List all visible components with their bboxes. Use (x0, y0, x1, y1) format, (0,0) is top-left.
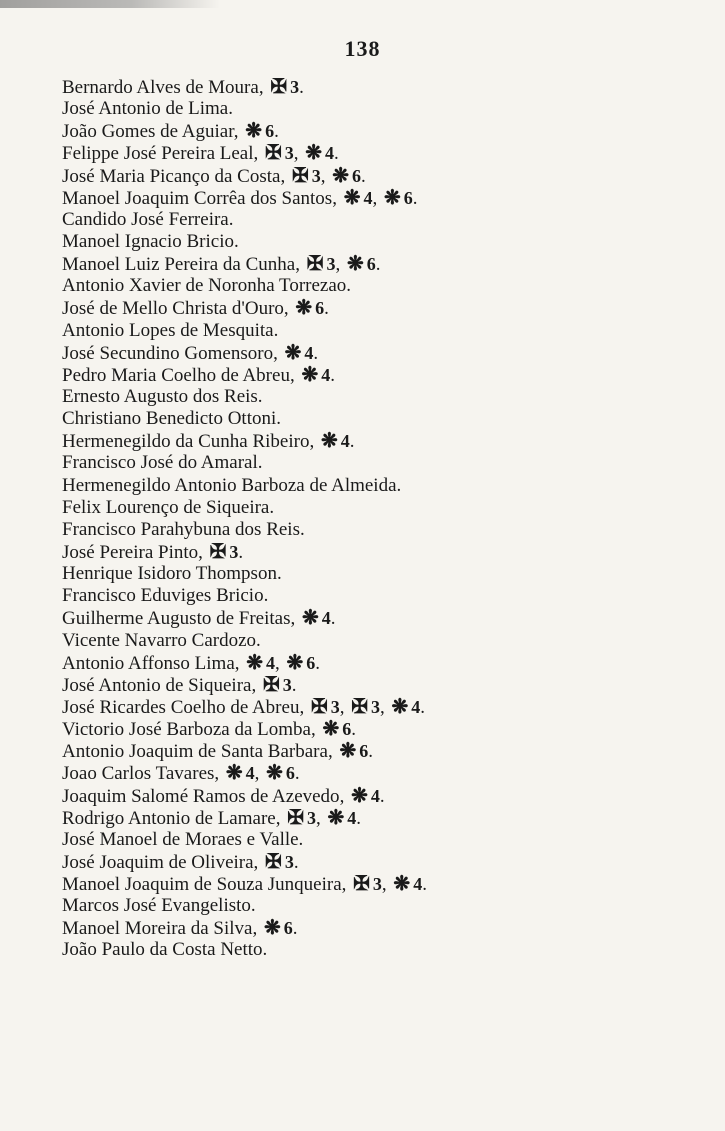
decoration (210, 542, 239, 562)
decoration (327, 808, 356, 828)
order-star-icon: ❋ (332, 164, 349, 187)
separator: , (341, 874, 352, 896)
order-star-icon: ❋ (225, 762, 243, 785)
entry-end: . (334, 143, 339, 165)
order-star-icon: ❋ (343, 186, 361, 209)
entry-name: José Secundino Gomensoro (62, 342, 274, 364)
separator: , (339, 696, 350, 718)
decoration (295, 298, 324, 318)
decoration-grade: 6 (351, 165, 361, 186)
decoration (270, 77, 299, 97)
entry-name: José Maria Picanço da Costa (62, 165, 281, 187)
separator: , (198, 541, 208, 563)
list-item (62, 563, 702, 585)
list-item (62, 452, 702, 474)
decoration-grade: 6 (315, 298, 325, 319)
order-star-icon: ❋ (305, 142, 323, 165)
order-star-icon: ❋ (339, 740, 357, 763)
order-star-icon: ❋ (302, 607, 319, 630)
entry-name: Joaquim Salomé Ramos de Azevedo (62, 785, 340, 807)
decoration (339, 741, 368, 761)
entry-end: . (294, 763, 300, 785)
list-item (62, 253, 702, 275)
order-cross-icon: ✠ (310, 695, 328, 718)
entry-end: . (351, 719, 356, 741)
order-star-icon: ❋ (295, 297, 313, 320)
entry-name: José Antonio de Lima. (62, 98, 233, 120)
decoration (245, 121, 274, 141)
decoration (265, 143, 294, 163)
decoration-grade: 3 (282, 674, 292, 695)
decoration-grade: 3 (326, 254, 336, 275)
order-star-icon: ❋ (286, 651, 304, 674)
entry-end: . (313, 342, 319, 364)
list-item (62, 120, 702, 142)
list-item (62, 165, 702, 187)
decoration (351, 697, 380, 717)
decoration (332, 166, 361, 186)
list-item (62, 917, 702, 939)
list-item (62, 652, 702, 674)
entry-name: Bernardo Alves de Moura (62, 77, 259, 98)
entry-name: João Paulo da Costa Netto. (62, 939, 268, 961)
decoration-grade: 4 (266, 652, 276, 673)
separator: , (283, 298, 294, 320)
decoration (351, 786, 380, 806)
order-cross-icon: ✠ (265, 850, 282, 873)
separator: , (309, 431, 319, 453)
list-item (62, 895, 702, 917)
entry-end: . (315, 652, 321, 674)
list-item (62, 320, 702, 342)
separator: , (295, 254, 305, 276)
separator: , (379, 696, 390, 718)
separator: , (280, 165, 290, 187)
decoration-grade: 6 (285, 763, 295, 784)
list-item (62, 829, 702, 851)
list-item (62, 674, 702, 696)
entry-name: José Manoel de Moraes e Valle. (62, 828, 304, 850)
entry-end: . (375, 254, 381, 276)
decoration-grade: 4 (321, 608, 331, 629)
list-item (62, 98, 702, 120)
order-star-icon: ❋ (346, 253, 364, 276)
list-item (62, 76, 702, 98)
decoration (347, 254, 376, 274)
separator: , (233, 121, 244, 143)
decoration-grade: 3 (284, 143, 294, 164)
list-item (62, 630, 702, 652)
entry-name: Francisco Parahybuna dos Reis. (62, 518, 305, 540)
entry-name: Manoel Joaquim Corrêa dos Santos (62, 187, 333, 209)
page-number: 138 (344, 36, 381, 61)
order-star-icon: ❋ (391, 695, 409, 718)
list-item (62, 785, 702, 807)
order-star-icon: ❋ (393, 873, 411, 896)
separator: , (273, 342, 283, 364)
decoration-grade: 3 (290, 77, 300, 97)
list-item (62, 275, 702, 297)
separator: , (275, 807, 286, 829)
order-star-icon: ❋ (322, 718, 340, 741)
entry-end: . (349, 431, 355, 453)
decoration-grade: 3 (370, 696, 380, 717)
separator: , (372, 187, 382, 209)
list-item (62, 187, 702, 209)
entry-name: Rodrigo Antonio de Lamare (62, 807, 276, 829)
decoration (302, 608, 331, 628)
decoration-grade: 3 (311, 165, 321, 186)
entry-end: . (412, 187, 418, 209)
list-item (62, 696, 702, 718)
decoration (265, 852, 294, 872)
entry-name: José de Mello Christa d'Ouro (62, 298, 284, 320)
order-cross-icon: ✠ (265, 142, 282, 165)
decoration (287, 653, 316, 673)
entry-name: Antonio Joaquim de Santa Barbara (62, 741, 328, 763)
order-cross-icon: ✠ (353, 873, 370, 896)
decoration (226, 763, 255, 783)
entry-end: . (330, 364, 335, 386)
entry-name: Manoel Luiz Pereira da Cunha (62, 254, 296, 276)
order-star-icon: ❋ (320, 430, 338, 453)
entry-end: . (360, 165, 366, 187)
entry-end: . (324, 298, 329, 320)
decoration (344, 188, 373, 208)
entry-name: Pedro Maria Coelho de Abreu (62, 364, 290, 386)
list-item (62, 430, 702, 452)
list-item (62, 851, 702, 873)
order-cross-icon: ✠ (351, 695, 368, 718)
decoration-grade: 3 (330, 696, 340, 717)
order-star-icon: ❋ (245, 120, 263, 143)
entry-name: Felix Lourenço de Siqueira. (62, 496, 275, 518)
separator: , (253, 143, 264, 165)
entry-name: Antonio Lopes de Mesquita. (62, 319, 279, 341)
entry-end: . (330, 608, 336, 630)
entry-end: . (274, 121, 279, 143)
decoration-grade: 4 (325, 143, 335, 164)
decoration (292, 166, 321, 186)
entry-name: João Gomes de Aguiar (62, 121, 234, 143)
entry-end: . (293, 851, 299, 873)
entry-name: Vicente Navarro Cardozo. (62, 629, 261, 651)
separator: , (254, 763, 265, 785)
decoration-grade: 4 (411, 696, 421, 717)
list-item (62, 873, 702, 895)
list-item (62, 607, 702, 629)
order-star-icon: ❋ (301, 363, 319, 386)
entry-name: Candido José Ferreira. (62, 208, 234, 230)
decoration-grade: 4 (413, 874, 423, 895)
decoration-grade: 6 (265, 121, 275, 142)
order-cross-icon: ✠ (270, 76, 288, 98)
separator: , (258, 77, 269, 98)
decoration-grade: 3 (306, 807, 316, 828)
separator: , (335, 254, 345, 276)
decoration-grade: 4 (321, 364, 331, 385)
order-cross-icon: ✠ (287, 806, 304, 829)
entry-end: . (299, 77, 304, 98)
separator: , (214, 763, 224, 785)
list-item (62, 297, 702, 319)
decoration-grade: 4 (245, 763, 255, 784)
separator: , (234, 652, 245, 674)
order-star-icon: ❋ (263, 917, 281, 940)
list-item (62, 939, 702, 961)
entry-name: Hermenegildo Antonio Barboza de Almeida. (62, 474, 402, 496)
decoration-grade: 4 (363, 187, 373, 208)
separator: , (310, 719, 321, 741)
list-item (62, 475, 702, 497)
list-item (62, 762, 702, 784)
order-cross-icon: ✠ (306, 253, 324, 276)
order-star-icon: ❋ (266, 762, 283, 785)
entry-name: Manoel Moreira da Silva (62, 918, 253, 940)
entry-name: Hermenegildo da Cunha Ribeiro (62, 431, 310, 453)
entry-name: Henrique Isidoro Thompson. (62, 563, 282, 585)
separator: , (315, 807, 326, 829)
entry-name: Ernesto Augusto dos Reis. (62, 385, 263, 407)
decoration-grade: 6 (403, 187, 413, 208)
entry-end: . (292, 918, 298, 940)
separator: , (290, 608, 300, 630)
entry-name: Joao Carlos Tavares (62, 763, 215, 785)
entry-name: Guilherme Augusto de Freitas (62, 608, 291, 630)
entry-name: Manoel Ignacio Bricio. (62, 230, 239, 252)
entry-end: . (420, 696, 425, 718)
separator: , (327, 741, 338, 763)
order-star-icon: ❋ (246, 651, 264, 674)
list-item (62, 497, 702, 519)
decoration (246, 653, 275, 673)
entry-end: . (356, 807, 361, 829)
separator: , (275, 652, 285, 674)
decoration-grade: 3 (284, 851, 294, 872)
order-cross-icon: ✠ (262, 673, 280, 696)
order-star-icon: ❋ (327, 806, 345, 829)
entry-name: Antonio Affonso Lima (62, 652, 235, 674)
scan-edge (0, 0, 220, 8)
entry-end: . (291, 674, 297, 696)
entry-name: José Antonio de Siqueira (62, 674, 252, 696)
decoration (393, 874, 422, 894)
entry-name: Francisco José do Amaral. (62, 452, 263, 474)
separator: , (252, 918, 262, 940)
decoration-grade: 6 (359, 741, 369, 762)
list-item (62, 386, 702, 408)
decoration (322, 719, 351, 739)
entry-name: Christiano Benedicto Ottoni. (62, 408, 282, 430)
separator: , (289, 364, 300, 386)
separator: , (251, 674, 261, 696)
entry-name: José Joaquim de Oliveira (62, 851, 254, 873)
decoration (266, 763, 295, 783)
separator: , (381, 874, 392, 896)
list-item (62, 142, 702, 164)
list-item (62, 718, 702, 740)
decoration (384, 188, 413, 208)
decoration (301, 365, 330, 385)
entry-name: José Pereira Pinto (62, 541, 199, 563)
list-item (62, 740, 702, 762)
decoration (263, 675, 292, 695)
separator: , (332, 187, 342, 209)
list-item (62, 519, 702, 541)
entry-end: . (238, 541, 244, 563)
separator: , (320, 165, 331, 187)
entry-name: Francisco Eduviges Bricio. (62, 585, 269, 607)
entry-end: . (368, 741, 373, 763)
list-item (62, 807, 702, 829)
decoration (305, 143, 334, 163)
entry-name: Victorio José Barboza da Lomba (62, 719, 311, 741)
entry-name: Felippe José Pereira Leal (62, 143, 254, 165)
decoration (264, 918, 293, 938)
separator: , (253, 851, 264, 873)
decoration (285, 343, 314, 363)
decoration-grade: 6 (342, 719, 352, 740)
list-item (62, 209, 702, 231)
decoration (311, 697, 340, 717)
list-item (62, 231, 702, 253)
decoration-grade: 6 (366, 254, 376, 275)
entry-name: Antonio Xavier de Noronha Torrezao. (62, 275, 352, 297)
decoration-grade: 3 (229, 541, 239, 562)
order-star-icon: ❋ (383, 186, 401, 209)
separator: , (299, 696, 309, 718)
decoration-grade: 4 (304, 342, 314, 363)
name-list (62, 76, 702, 962)
decoration (321, 431, 350, 451)
list-item (62, 364, 702, 386)
decoration-grade: 6 (283, 918, 293, 939)
list-item (62, 408, 702, 430)
decoration-grade: 4 (340, 431, 350, 452)
order-cross-icon: ✠ (291, 164, 309, 187)
decoration (307, 254, 336, 274)
list-item (62, 342, 702, 364)
decoration-grade: 3 (372, 874, 382, 895)
separator: , (339, 785, 350, 807)
order-star-icon: ❋ (351, 784, 368, 807)
list-item (62, 541, 702, 563)
decoration (287, 808, 316, 828)
entry-name: José Ricardes Coelho de Abreu (62, 696, 300, 718)
order-star-icon: ❋ (284, 341, 302, 364)
list-item (62, 585, 702, 607)
entry-end: . (422, 874, 427, 896)
separator: , (293, 143, 304, 165)
order-cross-icon: ✠ (209, 540, 227, 563)
decoration (353, 874, 382, 894)
entry-name: Manoel Joaquim de Souza Junqueira (62, 874, 342, 896)
entry-name: Marcos José Evangelisto. (62, 895, 256, 917)
decoration (391, 697, 420, 717)
decoration-grade: 6 (306, 652, 316, 673)
decoration-grade: 4 (347, 807, 357, 828)
decoration-grade: 4 (370, 785, 380, 806)
entry-end: . (379, 785, 385, 807)
